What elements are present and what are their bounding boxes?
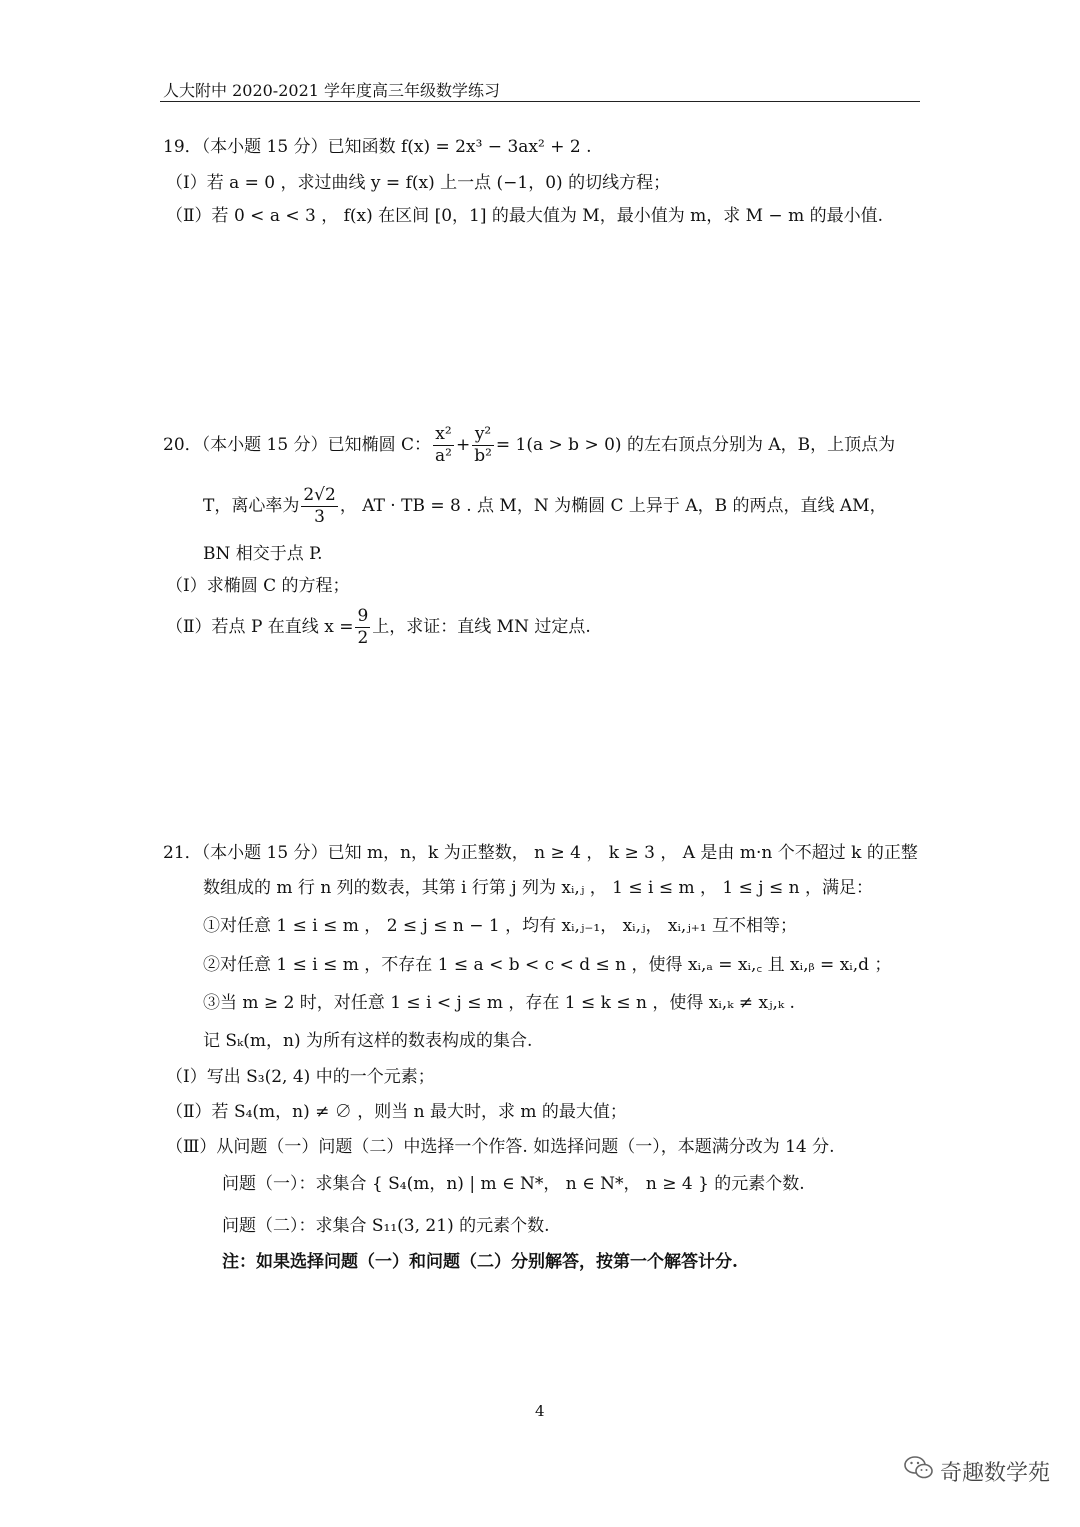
q21-line2: 数组成的 m 行 n 列的数表，其第 i 行第 j 列为 xᵢ,ⱼ ， 1 ≤ i ≤ m ， 1 ≤ j ≤ n ，满足： <box>203 878 873 898</box>
page-header-title: 人大附中 2020-2021 学年度高三年级数学练习 <box>163 81 501 100</box>
q21-option1: 问题（一）：求集合 { S₄(m，n) | m ∈ N*， n ∈ N*， n ≥ 4 } 的元素个数. <box>222 1174 805 1194</box>
q21-condition3: ③当 m ≥ 2 时，对任意 1 ≤ i < j ≤ m ，存在 1 ≤ k ≤ n ，使得 xᵢ,ₖ ≠ xⱼ,ₖ . <box>203 993 795 1013</box>
q20-part2-b: 上，求证：直线 MN 过定点. <box>372 617 591 638</box>
q20-part2-a: （Ⅱ）若点 P 在直线 x = <box>166 617 354 638</box>
q20-stem-a: 20．（本小题 15 分）已知椭圆 C： <box>163 435 431 456</box>
q20-ecc-den: 3 <box>314 507 325 528</box>
header-divider <box>160 101 920 102</box>
q20-part1: （Ⅰ）求椭圆 C 的方程； <box>166 576 350 596</box>
q20-plus: + <box>455 435 471 456</box>
q20-x-den: 2 <box>357 628 369 649</box>
q20-frac-x-den: a² <box>434 446 452 467</box>
watermark <box>904 1455 1050 1487</box>
q20-x-frac <box>355 606 370 650</box>
q20-frac-y-num: y² <box>472 424 494 446</box>
q20-stem-line <box>163 424 895 468</box>
page-number: 4 <box>535 1402 545 1420</box>
q20-line2-a: T，离心率为 <box>203 496 300 517</box>
q21-option2: 问题（二）：求集合 S₁₁(3, 21) 的元素个数. <box>222 1216 550 1236</box>
q21-part3: （Ⅲ）从问题（一）问题（二）中选择一个作答. 如选择问题（一），本题满分改为 14 分. <box>166 1137 835 1157</box>
q20-line2-b: ， AT · TB = 8 . 点 M，N 为椭圆 C 上异于 A，B 的两点，直线 AM， <box>339 496 887 517</box>
q20-ecc-frac <box>301 485 337 529</box>
q21-condition2: ②对任意 1 ≤ i ≤ m ，不存在 1 ≤ a < b < c < d ≤ n ，使得 xᵢ,ₐ = xᵢ,꜀ 且 xᵢ,ᵦ = xᵢ,d ； <box>203 955 892 975</box>
q20-frac-x-num: x² <box>433 424 454 446</box>
q20-frac-x <box>433 424 454 468</box>
watermark-text: 奇趣数学苑 <box>939 1460 1050 1486</box>
q21-definition: 记 Sₖ(m，n) 为所有这样的数表构成的集合. <box>203 1031 533 1051</box>
q21-part2: （Ⅱ）若 S₄(m，n) ≠ ∅ ，则当 n 最大时，求 m 的最大值； <box>166 1102 627 1122</box>
q20-line3: BN 相交于点 P. <box>203 544 323 564</box>
q19-part1: （Ⅰ）若 a = 0 ，求过曲线 y = f(x) 上一点 (−1，0) 的切线方程； <box>166 173 671 193</box>
q21-note: 注：如果选择问题（一）和问题（二）分别解答，按第一个解答计分. <box>222 1252 738 1272</box>
q20-part2 <box>166 606 591 650</box>
wechat-icon <box>904 1455 934 1487</box>
q19-stem: 19．（本小题 15 分）已知函数 f(x) = 2x³ − 3ax² + 2 . <box>163 137 592 157</box>
q20-x-num: 9 <box>355 606 370 628</box>
q21-stem: 21．（本小题 15 分）已知 m，n，k 为正整数， n ≥ 4 ， k ≥ 3 ， A 是由 m·n 个不超过 k 的正整 <box>163 843 918 863</box>
q20-ecc-num: 2√2 <box>301 485 337 507</box>
q21-condition1: ①对任意 1 ≤ i ≤ m ， 2 ≤ j ≤ n − 1 ，均有 xᵢ,ⱼ₋₁， xᵢ,ⱼ， xᵢ,ⱼ₊₁ 互不相等； <box>203 916 797 936</box>
q21-part1: （Ⅰ）写出 S₃(2, 4) 中的一个元素； <box>166 1067 435 1087</box>
q20-frac-y-den: b² <box>474 446 492 467</box>
q20-frac-y <box>472 424 494 468</box>
q19-part2: （Ⅱ）若 0 < a < 3 ， f(x) 在区间 [0，1] 的最大值为 M，最小值为 m，求 M − m 的最小值. <box>166 206 884 226</box>
q20-line2 <box>203 485 887 529</box>
q20-stem-b: = 1(a > b > 0) 的左右顶点分别为 A，B，上顶点为 <box>495 435 896 456</box>
